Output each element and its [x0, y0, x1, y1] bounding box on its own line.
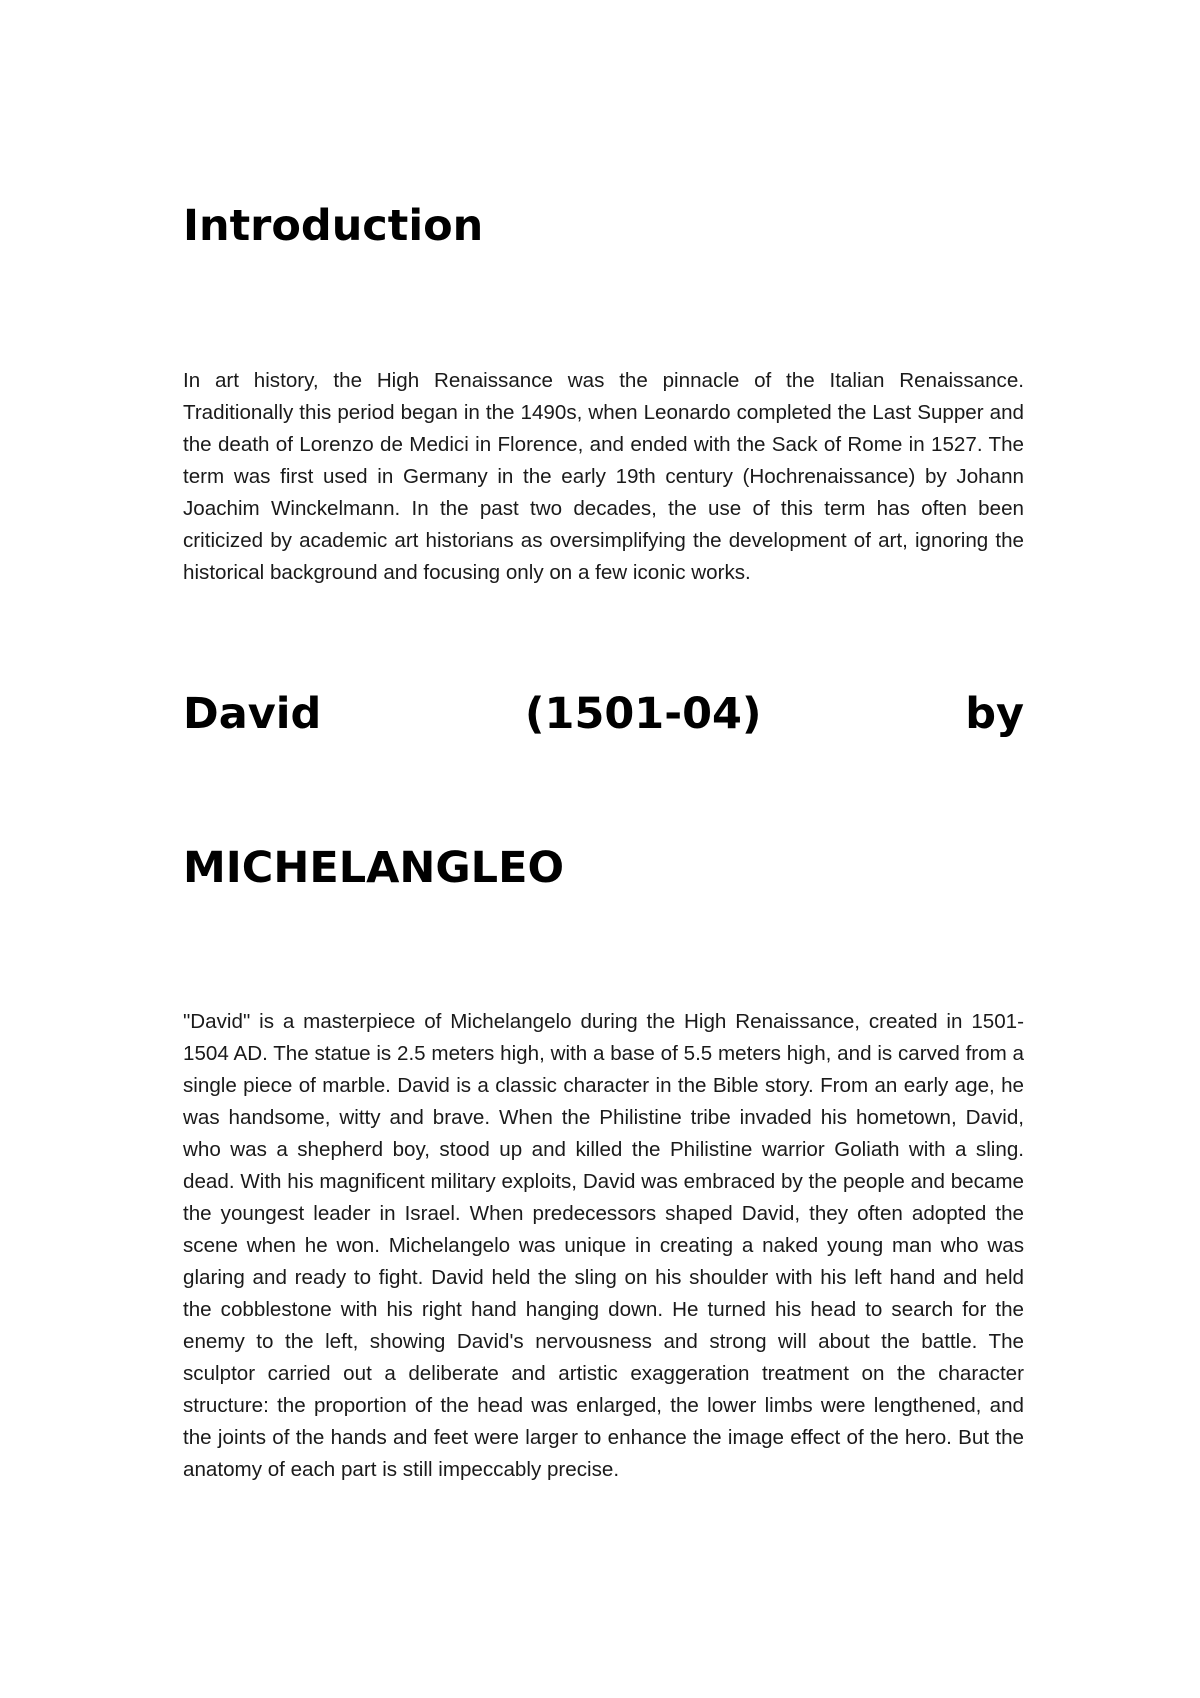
david-heading-by: by — [965, 689, 1024, 739]
david-heading-years: (1501-04) — [524, 689, 762, 739]
introduction-heading: Introduction — [183, 201, 484, 251]
david-heading-artist: MICHELANGLEO — [183, 843, 564, 893]
introduction-paragraph: In art history, the High Renaissance was the pinnacle of the Italian Renaissance. Traditionally this period began in the 1490s, when Leonardo completed the Last Supper and the death of Lorenzo de Medici in Florence, and ended with the Sack of Rome in 1527. The term was first used in Germany in the early 19th century (Hochrenaissance) by Johann Joachim Winckelmann. In the past two decades, the use of this term has often been criticized by academic art historians as oversimplifying the development of art, ignoring the historical background and focusing only on a few iconic works. — [183, 369, 1024, 584]
david-heading-title: David — [183, 689, 322, 739]
david-heading — [183, 688, 1024, 740]
david-paragraph: "David" is a masterpiece of Michelangelo during the High Renaissance, created in 1501-1504 AD. The statue is 2.5 meters high, with a base of 5.5 meters high, and is carved from a single piece of marble. David is a classic character in the Bible story. From an early age, he was handsome, witty and brave. When the Philistine tribe invaded his hometown, David, who was a shepherd boy, stood up and killed the Philistine warrior Goliath with a sling. dead. With his magnificent military exploits, David was embraced by the people and became the youngest leader in Israel. When predecessors shaped David, they often adopted the scene when he won. Michelangelo was unique in creating a naked young man who was glaring and ready to fight. David held the sling on his shoulder with his left hand and held the cobblestone with his right hand hanging down. He turned his head to search for the enemy to the left, showing David's nervousness and strong will about the battle. The sculptor carried out a deliberate and artistic exaggeration treatment on the character structure: the proportion of the head was enlarged, the lower limbs were lengthened, and the joints of the hands and feet were larger to enhance the image effect of the hero. But the anatomy of each part is still impeccably precise. — [183, 1010, 1024, 1481]
